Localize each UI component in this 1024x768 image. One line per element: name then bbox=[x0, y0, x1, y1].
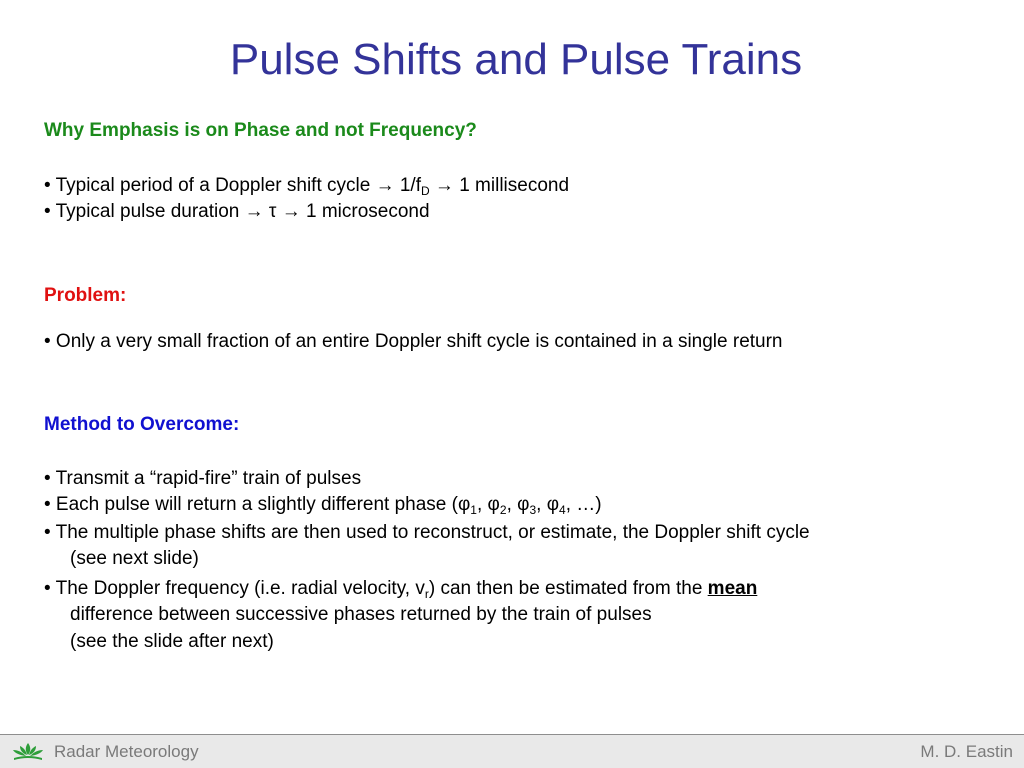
bullet-doppler-frequency: • The Doppler frequency (i.e. radial velocity, $v_r$) can then be estimated from the mean bbox=[44, 578, 758, 601]
heading-why-phase: Why Emphasis is on Phase and not Frequency? bbox=[44, 120, 477, 141]
bullet-pulse-duration: • Typical pulse duration → τ → 1 microsecond bbox=[44, 201, 430, 222]
footer-course-name: Radar Meteorology bbox=[54, 742, 199, 761]
bullet-doppler-period: • Typical period of a Doppler shift cycle → $1/f_D \to 1$ millisecond bbox=[44, 175, 570, 198]
bullet-different-phase: • Each pulse will return a slightly different phase ($\varphi_1$, $\varphi_2$, $\varphi_3$, $\varphi_4$, …) bbox=[44, 494, 602, 517]
bullet-reconstruct-cycle: • The multiple phase shifts are then used to reconstruct, or estimate, the Doppler shift cycle bbox=[44, 522, 810, 543]
bullet-doppler-frequency-cont: difference between successive phases returned by the train of pulses bbox=[70, 604, 652, 625]
slide-title: Pulse Shifts and Pulse Trains bbox=[229, 35, 803, 84]
heading-method: Method to Overcome: bbox=[44, 414, 240, 435]
bullet-small-fraction: • Only a very small fraction of an entire Doppler shift cycle is contained in a single return bbox=[44, 331, 783, 352]
heading-problem: Problem: bbox=[44, 285, 127, 306]
slide-footer bbox=[0, 734, 1024, 768]
bullet-doppler-frequency-cont2: (see the slide after next) bbox=[70, 631, 274, 652]
bullet-transmit-train: • Transmit a “rapid-fire” train of pulses bbox=[44, 468, 362, 489]
footer-author: M. D. Eastin bbox=[920, 742, 1013, 761]
emphasis-mean: mean bbox=[707, 578, 758, 599]
bullet-reconstruct-cycle-cont: (see next slide) bbox=[70, 548, 199, 569]
leaf-logo-icon bbox=[10, 739, 46, 763]
